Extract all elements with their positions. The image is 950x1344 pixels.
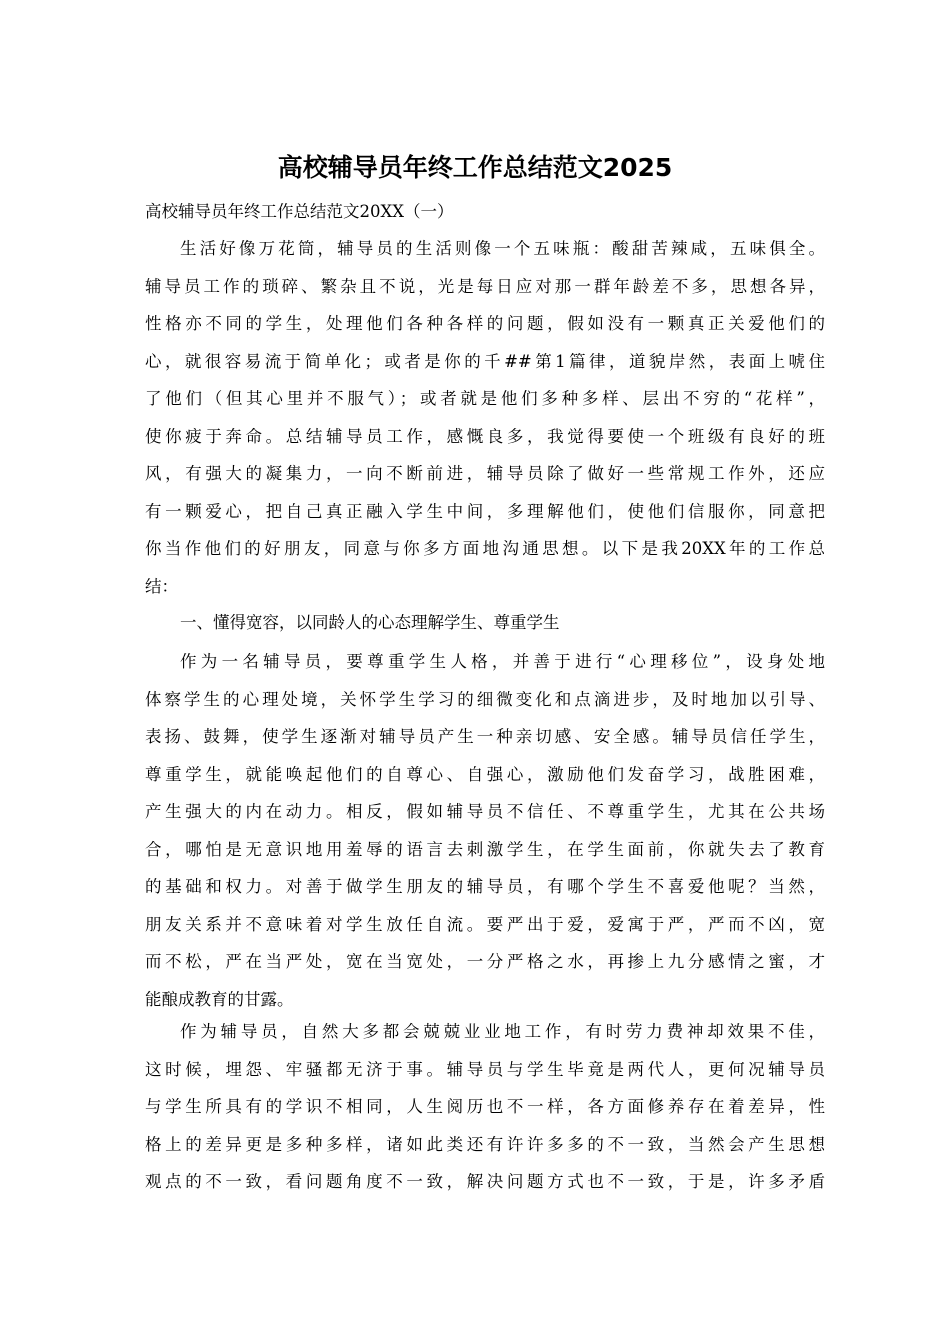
paragraph-line: 与学生所具有的学识不相同，人生阅历也不一样，各方面修养存在着差异，性 (145, 1097, 825, 1116)
paragraph-line: 尊重学生，就能唤起他们的自尊心、自强心，激励他们发奋学习，战胜困难， (145, 764, 825, 784)
paragraph-line: 性格亦不同的学生，处理他们各种各样的问题，假如没有一颗真正关爱他们的 (145, 314, 825, 333)
paragraph-line: 而不松，严在当严处，宽在当宽处，一分严格之水，再掺上九分感情之蜜，才 (145, 952, 825, 971)
paragraph-line: 表扬、鼓舞，使学生逐渐对辅导员产生一种亲切感、安全感。辅导员信任学生， (145, 727, 825, 746)
paragraph-line: 心，就很容易流于简单化；或者是你的千##第1篇律，道貌岸然，表面上唬住 (145, 351, 825, 371)
paragraph-line: 合，哪怕是无意识地用羞辱的语言去刺激学生，在学生面前，你就失去了教育 (145, 839, 825, 859)
paragraph-line: 你当作他们的好朋友，同意与你多方面地沟通思想。以下是我20XX年的工作总 (145, 539, 825, 558)
section-heading: 一、懂得宽容，以同龄人的心态理解学生、尊重学生 (180, 613, 560, 632)
paragraph-line: 作为一名辅导员，要尊重学生人格，并善于进行“心理移位”，设身处地 (180, 652, 825, 671)
paragraph-line: 能酿成教育的甘露。 (145, 989, 294, 1009)
paragraph-line: 格上的差异更是多种多样，诸如此类还有许许多多的不一致，当然会产生思想 (145, 1134, 825, 1154)
document-subtitle: 高校辅导员年终工作总结范文20XX（一） (145, 202, 454, 221)
paragraph-line: 体察学生的心理处境，关怀学生学习的细微变化和点滴进步，及时地加以引导、 (145, 689, 825, 709)
paragraph-line: 辅导员工作的琐碎、繁杂且不说，光是每日应对那一群年龄差不多，思想各异， (145, 276, 825, 296)
paragraph-2 (145, 643, 825, 1018)
paragraph-3 (145, 1013, 825, 1201)
paragraph-1 (145, 230, 825, 605)
section-heading-1 (145, 604, 825, 642)
paragraph-line: 有一颗爱心，把自己真正融入学生中间，多理解他们，使他们信服你，同意把 (145, 501, 825, 521)
paragraph-line: 风，有强大的凝集力，一向不断前进，辅导员除了做好一些常规工作外，还应 (145, 464, 825, 483)
paragraph-line: 作为辅导员，自然大多都会兢兢业业地工作，有时劳力费神却效果不佳， (180, 1022, 825, 1041)
paragraph-line: 观点的不一致，看问题角度不一致，解决问题方式也不一致，于是，许多矛盾 (145, 1172, 825, 1191)
paragraph-line: 结： (145, 576, 178, 596)
paragraph-line: 产生强大的内在动力。相反，假如辅导员不信任、不尊重学生，尤其在公共场 (145, 802, 825, 821)
paragraph-line: 朋友关系并不意味着对学生放任自流。要严出于爱，爱寓于严，严而不凶，宽 (145, 914, 825, 934)
paragraph-line: 这时候，埋怨、牢骚都无济于事。辅导员与学生毕竟是两代人，更何况辅导员 (145, 1059, 825, 1079)
paragraph-line: 使你疲于奔命。总结辅导员工作，感慨良多，我觉得要使一个班级有良好的班 (145, 426, 825, 446)
paragraph-line: 的基础和权力。对善于做学生朋友的辅导员，有哪个学生不喜爱他呢？当然， (145, 877, 825, 896)
document-title: 高校辅导员年终工作总结范文2025 (277, 153, 673, 182)
paragraph-line: 生活好像万花筒，辅导员的生活则像一个五味瓶：酸甜苦辣咸，五味俱全。 (180, 239, 825, 258)
paragraph-line: 了他们（但其心里并不服气）；或者就是他们多种多样、层出不穷的“花样”， (145, 389, 825, 408)
